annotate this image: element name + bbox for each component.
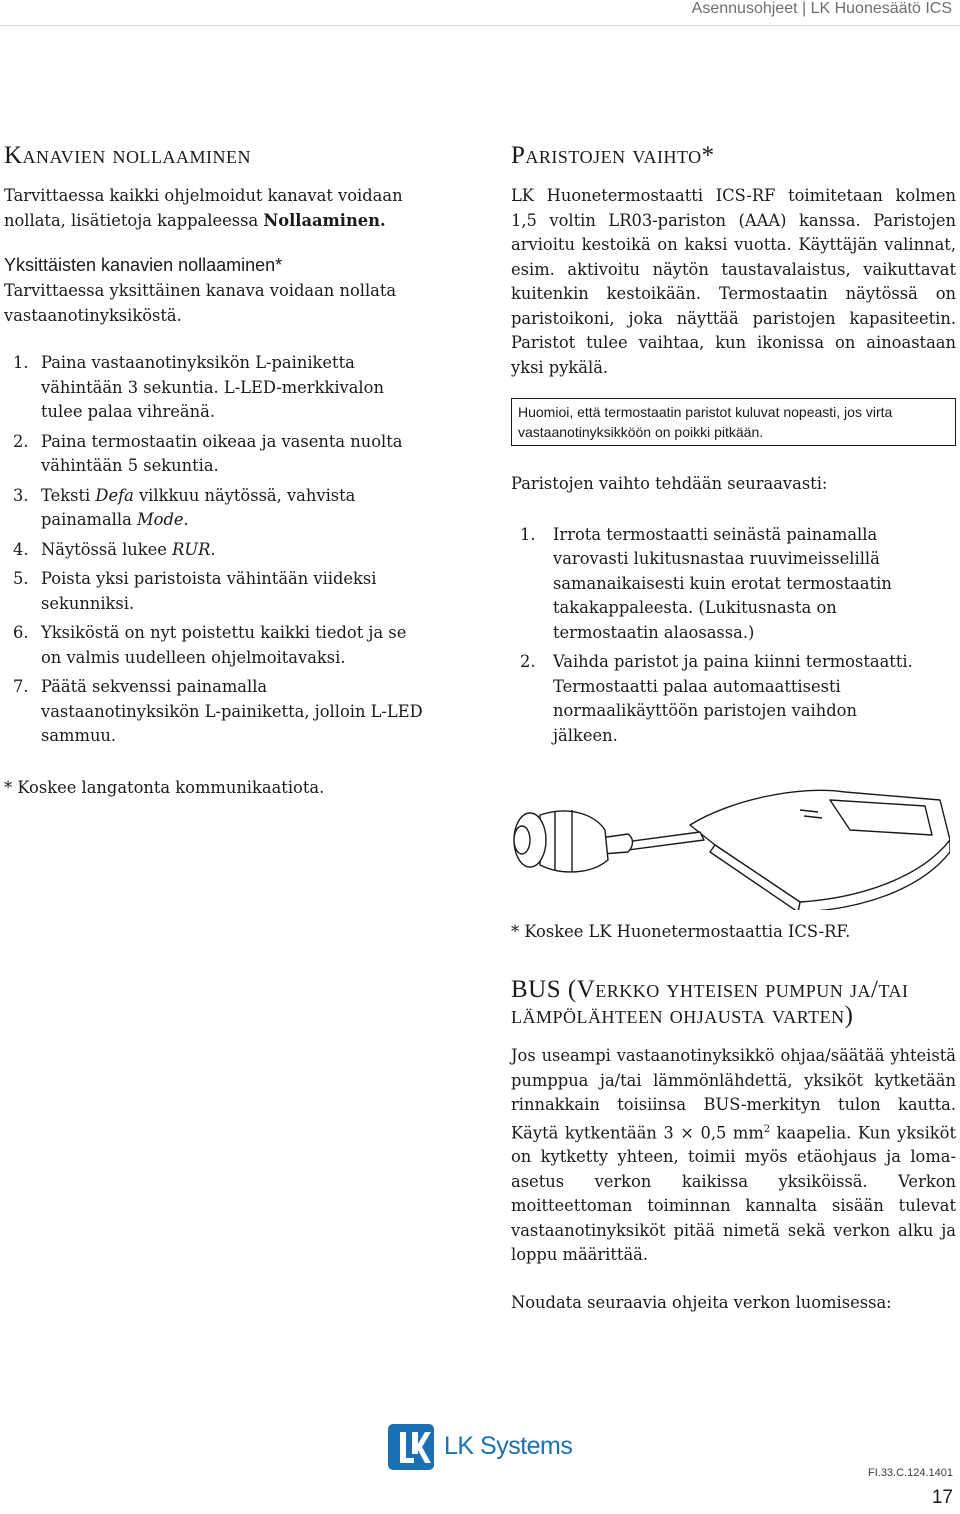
list-item bbox=[4, 621, 424, 670]
step-text: Vaihda paristot ja paina kiinni termostaatti. Termostaatti palaa automaattisesti normaalikäyttöön paristojen vaihdon jälkeen. bbox=[553, 652, 913, 745]
running-header: Asennusohjeet | LK Huonesäätö ICS bbox=[691, 0, 952, 17]
section-heading-battery-change: Paristojen vaihto* bbox=[511, 142, 715, 169]
step-number: 5. bbox=[13, 569, 29, 588]
header-divider bbox=[0, 25, 960, 26]
button-name-mode: Mode bbox=[136, 510, 184, 529]
intro-bold-ref: Nollaaminen. bbox=[263, 210, 386, 230]
step-text: Poista yksi paristoista vähintään viideksi sekunniksi. bbox=[41, 569, 377, 613]
battery-intro: LK Huonetermostaatti ICS-RF toimitetaan kolmen 1,5 voltin LR03-pariston (AAA) kanssa. Paristojen arvioitu kestoikä on kaksi vuotta. Käyttäjän valinnat, esim. aktivoitu näytön taustavalaistus, vaikuttavat kuitenkin kestoikään. Termostaatin näytössä on paristoikoni, joka näyttää paristojen kapasiteetin. Paristot tulee vaihtaa, kun ikonissa on ainoastaan yksi pykälä. bbox=[511, 186, 956, 377]
step-text bbox=[41, 538, 424, 563]
footnote-rf: * Koskee LK Huonetermostaattia ICS-RF. bbox=[511, 922, 851, 941]
list-item bbox=[4, 675, 424, 749]
step-text-part: . bbox=[210, 539, 216, 559]
list-item bbox=[4, 351, 424, 425]
logo-wordmark: LK Systems bbox=[444, 1432, 573, 1460]
thermostat-screwdriver-illustration bbox=[500, 780, 950, 910]
step-number: 2. bbox=[13, 431, 29, 451]
document-code: FI.33.C.124.1401 bbox=[867, 1467, 953, 1479]
footnote-wireless: * Koskee langatonta kommunikaatiota. bbox=[4, 778, 325, 797]
single-channel-intro: Tarvittaessa yksittäinen kanava voidaan nollata vastaanotinyksiköstä. bbox=[4, 281, 397, 325]
bus-section bbox=[511, 977, 956, 1315]
bus-text: kaapelia. Kun yksiköt on kytketty yhteen, toimii myös etäohjaus ja loma-asetus verkon kaikissa yksiköissä. Verkon moitteettoman toiminnan kannalta sisään tulevat vastaanotinyksiköt pitää nimetä sekä verkon alku ja loppu määrittää. bbox=[511, 1122, 956, 1265]
step-number: 1. bbox=[13, 353, 29, 372]
step-text: Irrota termostaatti seinästä painamalla varovasti lukitusnastaa ruuvimeisselillä samanaikaisesti kuin erotat termostaatin takakappaleesta. (Lukitusnasta on termostaatin alaosassa.) bbox=[553, 524, 892, 642]
step-text: Yksiköstä on nyt poistettu kaikki tiedot ja se on valmis uudelleen ohjelmoitavaksi. bbox=[41, 623, 407, 667]
list-item bbox=[511, 650, 926, 748]
battery-steps-list bbox=[511, 523, 926, 749]
section-heading-bus: BUS (Verkko yhteisen pumpun ja/tai lämpölähteen ohjausta varten) bbox=[511, 976, 909, 1029]
right-column bbox=[511, 142, 956, 748]
step-text-part: vilkkuu näytössä, vahvista painamalla bbox=[41, 485, 356, 529]
battery-note-box: Huomioi, että termostaatin paristot kuluvat nopeasti, jos virta vastaanotinyksikköön on poikki pitkään. bbox=[511, 398, 956, 446]
step-text-part: Näytössä lukee bbox=[41, 539, 173, 559]
step-number: 6. bbox=[13, 623, 29, 642]
step-text-part: Teksti bbox=[41, 485, 96, 505]
section-heading-channel-reset: Kanavien nollaaminen bbox=[4, 142, 251, 169]
intro-text: Tarvittaessa kaikki ohjelmoidut kanavat voidaan nollata, lisätietoja kappaleessa bbox=[4, 186, 403, 230]
page-number: 17 bbox=[931, 1487, 953, 1508]
step-text: Päätä sekvenssi painamalla vastaanotinyksikön L-painiketta, jolloin L-LED sammuu. bbox=[41, 677, 423, 745]
bus-text: Jos useampi vastaanotinyksikkö ohjaa/säätää yhteistä pumppua ja/tai lämmönlähdettä, yksiköt kytketään rinnakkain toisiinsa BUS-merkityn tulon kautta. Käytä kytkentään 3 × 0,5 mm bbox=[511, 1046, 956, 1142]
step-text-part: . bbox=[183, 510, 189, 529]
display-text-defa: Defa bbox=[95, 485, 134, 505]
step-number: 2. bbox=[520, 652, 536, 671]
bus-paragraph bbox=[511, 1044, 956, 1268]
list-item bbox=[4, 484, 424, 533]
step-number: 1. bbox=[520, 524, 536, 544]
list-item bbox=[511, 523, 926, 646]
step-text: Paina termostaatin oikeaa ja vasenta nuolta vähintään 5 sekuntia. bbox=[41, 431, 403, 475]
step-text: Paina vastaanotinyksikön L-painiketta vähintään 3 sekuntia. L-LED-merkkivalon tulee palaa vihreänä. bbox=[41, 353, 384, 421]
reset-steps-list bbox=[4, 351, 424, 749]
list-item bbox=[4, 430, 424, 479]
bus-instruction: Noudata seuraavia ohjeita verkon luomisessa: bbox=[511, 1292, 892, 1312]
step-number: 4. bbox=[13, 539, 29, 559]
channel-reset-intro bbox=[4, 184, 464, 233]
subheading-single-channel: Yksittäisten kanavien nollaaminen* bbox=[4, 255, 283, 275]
list-item bbox=[4, 567, 424, 616]
procedure-intro: Paristojen vaihto tehdään seuraavasti: bbox=[511, 474, 828, 493]
lk-systems-logo bbox=[388, 1418, 588, 1478]
superscript-squared: 2 bbox=[763, 1123, 771, 1135]
step-number: 3. bbox=[13, 485, 29, 505]
display-text-rur: RUR bbox=[172, 539, 211, 559]
left-column bbox=[4, 142, 464, 749]
step-text bbox=[41, 484, 424, 533]
step-number: 7. bbox=[13, 677, 29, 696]
list-item bbox=[4, 538, 424, 563]
